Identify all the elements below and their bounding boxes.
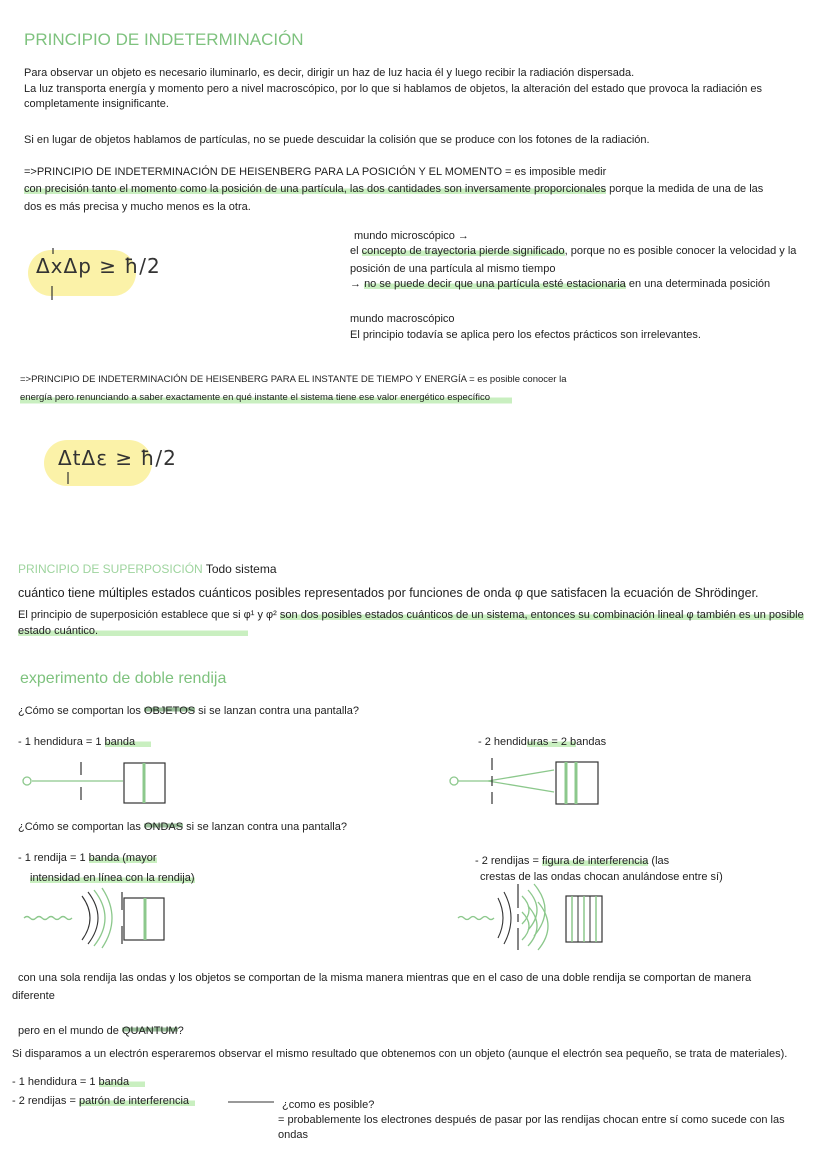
electron-one-slit: - 1 hendidura = 1 banda — [12, 1073, 145, 1091]
electron-question: ¿como es posible? — [282, 1099, 375, 1111]
heisenberg-pos-line3: dos es más precisa y mucho menos es la otra. — [24, 201, 251, 213]
highlight: estado cuántico. — [18, 625, 248, 637]
highlight: son dos posibles estados cuánticos de un sistema, entonces su combinación lineal φ también es un posible — [279, 609, 804, 621]
diagram-objects-two-slits — [448, 756, 608, 808]
highlight: concepto de trayectoria pierde significado — [361, 245, 565, 257]
objects-one-slit: - 1 hendidura = 1 banda — [18, 733, 151, 751]
question-waves: ¿Cómo se comportan las ONDAS si se lanzan contra una pantalla? — [18, 821, 347, 833]
formula-position-momentum: ΔxΔp ≥ ħ/2 — [36, 254, 161, 278]
superposition-line3: El principio de superposición establece que si φ¹ y φ² son dos posibles estados cuánticos de un sistema, entonces su combinación lineal φ también es un posible — [18, 609, 804, 621]
electron-text: Si disparamos a un electrón esperaremos observar el mismo resultado que obtenemos con un objeto (aunque el electrón sea pequeño, se trata de materiales). — [12, 1048, 788, 1060]
waves-two-slits: - 2 rendijas = figura de interferencia (las — [475, 855, 670, 867]
page-title: PRINCIPIO DE INDETERMINACIÓN — [24, 30, 304, 49]
formula-time-energy: ΔtΔε ≥ ħ/2 — [58, 446, 177, 470]
electron-two-slits: - 2 rendijas = patrón de interferencia — [12, 1092, 195, 1110]
dark-highlight: QUANTUM — [121, 1025, 178, 1037]
superposition-line1: PRINCIPIO DE SUPERPOSICIÓN Todo sistema — [18, 562, 277, 576]
highlight: con precisión tanto el momento como la posición de una partícula, las dos cantidades son inversamente proporcionales — [24, 183, 607, 195]
heisenberg-pos-line1: =>PRINCIPIO DE INDETERMINACIÓN DE HEISENBERG PARA LA POSICIÓN Y EL MOMENTO = es imposible medir — [24, 166, 607, 178]
superposition-title: PRINCIPIO DE SUPERPOSICIÓN — [18, 562, 203, 576]
formula-mark — [64, 470, 74, 510]
highlight: uras = 2 b — [526, 736, 577, 748]
highlight: figura de interferencia — [541, 855, 649, 867]
diagram-waves-one-slit — [24, 888, 184, 948]
micro-head: mundo microscópico → — [354, 230, 469, 242]
double-slit-title: experimento de doble rendija — [20, 670, 227, 687]
micro-line2: posición de una partícula al mismo tiempo — [350, 263, 556, 275]
objects-two-slits: - 2 hendiduras = 2 bandas — [478, 736, 607, 748]
intro-p1: Para observar un objeto es necesario iluminarlo, es decir, dirigir un haz de luz hacia él y luego recibir la radiación dispersada. — [24, 67, 635, 79]
macro-line1: El principio todavía se aplica pero los efectos prácticos son irrelevantes. — [350, 329, 701, 341]
heisenberg-time-line1: =>PRINCIPIO DE INDETERMINACIÓN DE HEISENBERG PARA EL INSTANTE DE TIEMPO Y ENERGÍA = es posible conocer la — [20, 374, 567, 385]
highlight: banda — [105, 736, 152, 748]
electron-answer-line2: ondas — [278, 1129, 308, 1141]
heisenberg-time-line2: energía pero renunciando a saber exactamente en qué instante el sistema tiene ese valor energético específico — [20, 391, 512, 405]
waves-one-slit-cont — [30, 869, 195, 887]
dark-highlight: ONDAS — [143, 821, 184, 833]
formula-mark — [48, 248, 58, 308]
diagram-waves-two-slits — [458, 882, 608, 952]
heisenberg-pos-line2: con precisión tanto el momento como la posición de una partícula, las dos cantidades son inversamente proporcionales porque la medida de una de las — [24, 183, 764, 195]
question-objects: ¿Cómo se comportan los OBJETOS si se lanzan contra una pantalla? — [18, 705, 359, 717]
electron-answer-line1: = probablemente los electrones después de pasar por las rendijas chocan entre sí como sucede con las — [278, 1114, 785, 1126]
question-quantum: pero en el mundo de QUANTUM? — [18, 1025, 184, 1037]
highlight: banda — [99, 1076, 146, 1088]
micro-line3: → no se puede decir que una partícula esté estacionaria en una determinada posición — [350, 278, 771, 290]
waves-two-slits-cont: crestas de las ondas chocan anulándose entre sí) — [480, 871, 723, 883]
intro-p2b: completamente insignificante. — [24, 98, 169, 110]
highlight: no se puede decir que una partícula esté estacionaria — [364, 278, 626, 290]
dark-highlight: OBJETOS — [143, 705, 196, 717]
macro-head: mundo macroscópico — [350, 313, 455, 325]
highlight: intensidad en línea con la rendija) — [30, 872, 195, 884]
superposition-line2: cuántico tiene múltiples estados cuánticos posibles representados por funciones de onda φ que satisfacen la ecuación de Shrödinger. — [18, 586, 759, 600]
waves-one-slit: - 1 rendija = 1 banda (mayor — [18, 852, 157, 864]
highlight: patrón de interferencia — [79, 1095, 195, 1107]
intro-p3: Si en lugar de objetos hablamos de partículas, no se puede descuidar la colisión que se produce con los fotones de la radiación. — [24, 134, 650, 146]
conclusion-line1: con una sola rendija las ondas y los objetos se comportan de la misma manera mientras que en el caso de una doble rendija se comportan de manera — [18, 972, 752, 984]
intro-p2: La luz transporta energía y momento pero a nivel macroscópico, por lo que si hablamos de objetos, la alteración del estado que provoca la radiación es — [24, 83, 763, 95]
conclusion-line2: diferente — [12, 990, 55, 1002]
highlight: banda (mayor — [88, 852, 157, 864]
arrow-line — [228, 1100, 278, 1106]
diagram-objects-one-slit — [20, 758, 190, 808]
micro-line1: el concepto de trayectoria pierde significado, porque no es posible conocer la velocidad y la — [350, 245, 797, 257]
superposition-line4 — [18, 622, 248, 640]
